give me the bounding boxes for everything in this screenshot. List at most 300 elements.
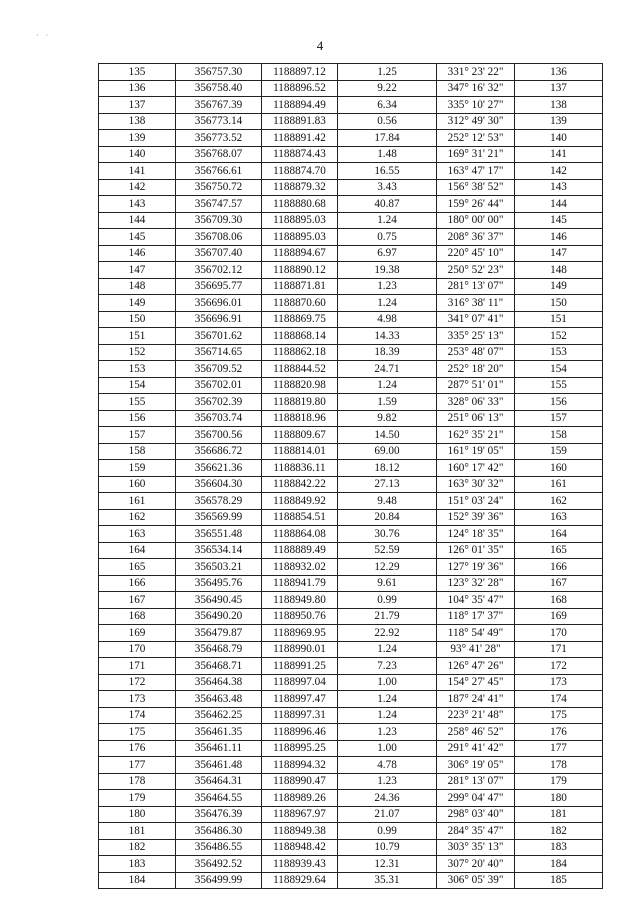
y-coordinate-cell: 1188948.42 (262, 839, 338, 856)
table-row (99, 311, 603, 328)
table-row (99, 872, 603, 889)
point-to-cell: 147 (515, 245, 603, 262)
point-to-cell: 160 (515, 460, 603, 477)
bearing-cell: 281° 13' 07" (437, 773, 515, 790)
y-coordinate-cell: 1188896.52 (262, 80, 338, 97)
point-from-cell: 136 (99, 80, 176, 97)
bearing-cell: 306° 19' 05" (437, 757, 515, 774)
x-coordinate-cell: 356708.06 (176, 229, 262, 246)
bearing-cell: 347° 16' 32" (437, 80, 515, 97)
distance-cell: 9.22 (338, 80, 437, 97)
bearing-cell: 123° 32' 28" (437, 575, 515, 592)
point-to-cell: 149 (515, 278, 603, 295)
table-row (99, 64, 603, 81)
distance-cell: 12.31 (338, 856, 437, 873)
x-coordinate-cell: 356757.30 (176, 64, 262, 81)
table-row (99, 509, 603, 526)
point-to-cell: 179 (515, 773, 603, 790)
bearing-cell: 126° 01' 35" (437, 542, 515, 559)
point-from-cell: 146 (99, 245, 176, 262)
x-coordinate-cell: 356468.71 (176, 658, 262, 675)
point-from-cell: 175 (99, 724, 176, 741)
distance-cell: 1.24 (338, 212, 437, 229)
table-row (99, 641, 603, 658)
distance-cell: 30.76 (338, 526, 437, 543)
point-from-cell: 142 (99, 179, 176, 196)
table-row (99, 295, 603, 312)
x-coordinate-cell: 356700.56 (176, 427, 262, 444)
y-coordinate-cell: 1188819.80 (262, 394, 338, 411)
distance-cell: 16.55 (338, 163, 437, 180)
bearing-cell: 316° 38' 11" (437, 295, 515, 312)
point-from-cell: 174 (99, 707, 176, 724)
point-from-cell: 166 (99, 575, 176, 592)
table-row (99, 790, 603, 807)
x-coordinate-cell: 356486.30 (176, 823, 262, 840)
distance-cell: 1.25 (338, 64, 437, 81)
point-to-cell: 182 (515, 823, 603, 840)
point-to-cell: 144 (515, 196, 603, 213)
distance-cell: 3.43 (338, 179, 437, 196)
distance-cell: 0.75 (338, 229, 437, 246)
y-coordinate-cell: 1188879.32 (262, 179, 338, 196)
x-coordinate-cell: 356461.35 (176, 724, 262, 741)
point-to-cell: 181 (515, 806, 603, 823)
x-coordinate-cell: 356621.36 (176, 460, 262, 477)
bearing-cell: 252° 12' 53" (437, 130, 515, 147)
distance-cell: 19.38 (338, 262, 437, 279)
y-coordinate-cell: 1188995.25 (262, 740, 338, 757)
y-coordinate-cell: 1188939.43 (262, 856, 338, 873)
y-coordinate-cell: 1188949.80 (262, 592, 338, 609)
y-coordinate-cell: 1188889.49 (262, 542, 338, 559)
point-to-cell: 185 (515, 872, 603, 889)
distance-cell: 9.82 (338, 410, 437, 427)
point-to-cell: 155 (515, 377, 603, 394)
bearing-cell: 341° 07' 41" (437, 311, 515, 328)
point-from-cell: 180 (99, 806, 176, 823)
point-to-cell: 168 (515, 592, 603, 609)
table-row (99, 344, 603, 361)
table-row (99, 674, 603, 691)
table-row (99, 262, 603, 279)
point-from-cell: 162 (99, 509, 176, 526)
y-coordinate-cell: 1188989.26 (262, 790, 338, 807)
distance-cell: 21.07 (338, 806, 437, 823)
table-row (99, 559, 603, 576)
y-coordinate-cell: 1188894.49 (262, 97, 338, 114)
distance-cell: 4.98 (338, 311, 437, 328)
distance-cell: 1.23 (338, 773, 437, 790)
distance-cell: 18.39 (338, 344, 437, 361)
distance-cell: 9.48 (338, 493, 437, 510)
table-row (99, 278, 603, 295)
table-row (99, 113, 603, 130)
distance-cell: 6.97 (338, 245, 437, 262)
x-coordinate-cell: 356462.25 (176, 707, 262, 724)
bearing-cell: 124° 18' 35" (437, 526, 515, 543)
bearing-cell: 160° 17' 42" (437, 460, 515, 477)
x-coordinate-cell: 356696.01 (176, 295, 262, 312)
table-row (99, 542, 603, 559)
bearing-cell: 208° 36' 37" (437, 229, 515, 246)
point-to-cell: 164 (515, 526, 603, 543)
point-from-cell: 158 (99, 443, 176, 460)
distance-cell: 0.99 (338, 592, 437, 609)
y-coordinate-cell: 1188997.47 (262, 691, 338, 708)
y-coordinate-cell: 1188950.76 (262, 608, 338, 625)
point-to-cell: 175 (515, 707, 603, 724)
y-coordinate-cell: 1188871.81 (262, 278, 338, 295)
table-row (99, 394, 603, 411)
bearing-cell: 331° 23' 22" (437, 64, 515, 81)
y-coordinate-cell: 1188874.70 (262, 163, 338, 180)
point-to-cell: 153 (515, 344, 603, 361)
x-coordinate-cell: 356709.52 (176, 361, 262, 378)
x-coordinate-cell: 356701.62 (176, 328, 262, 345)
point-from-cell: 182 (99, 839, 176, 856)
table-row (99, 625, 603, 642)
y-coordinate-cell: 1188990.47 (262, 773, 338, 790)
point-to-cell: 156 (515, 394, 603, 411)
point-from-cell: 170 (99, 641, 176, 658)
distance-cell: 1.23 (338, 724, 437, 741)
y-coordinate-cell: 1188941.79 (262, 575, 338, 592)
distance-cell: 52.59 (338, 542, 437, 559)
x-coordinate-cell: 356702.12 (176, 262, 262, 279)
y-coordinate-cell: 1188854.51 (262, 509, 338, 526)
bearing-cell: 104° 35' 47" (437, 592, 515, 609)
y-coordinate-cell: 1188820.98 (262, 377, 338, 394)
x-coordinate-cell: 356767.39 (176, 97, 262, 114)
distance-cell: 6.34 (338, 97, 437, 114)
bearing-cell: 127° 19' 36" (437, 559, 515, 576)
x-coordinate-cell: 356758.40 (176, 80, 262, 97)
coordinates-table-body (99, 64, 603, 889)
coordinates-table (98, 63, 603, 889)
table-row (99, 839, 603, 856)
bearing-cell: 180° 00' 00" (437, 212, 515, 229)
y-coordinate-cell: 1188996.46 (262, 724, 338, 741)
bearing-cell: 250° 52' 23" (437, 262, 515, 279)
point-from-cell: 144 (99, 212, 176, 229)
point-to-cell: 167 (515, 575, 603, 592)
point-from-cell: 183 (99, 856, 176, 873)
point-to-cell: 139 (515, 113, 603, 130)
table-row (99, 443, 603, 460)
point-to-cell: 178 (515, 757, 603, 774)
distance-cell: 10.79 (338, 839, 437, 856)
x-coordinate-cell: 356709.30 (176, 212, 262, 229)
bearing-cell: 154° 27' 45" (437, 674, 515, 691)
table-row (99, 460, 603, 477)
bearing-cell: 284° 35' 47" (437, 823, 515, 840)
x-coordinate-cell: 356707.40 (176, 245, 262, 262)
point-from-cell: 171 (99, 658, 176, 675)
table-row (99, 608, 603, 625)
x-coordinate-cell: 356773.14 (176, 113, 262, 130)
bearing-cell: 163° 47' 17" (437, 163, 515, 180)
distance-cell: 9.61 (338, 575, 437, 592)
point-to-cell: 177 (515, 740, 603, 757)
point-from-cell: 150 (99, 311, 176, 328)
y-coordinate-cell: 1188890.12 (262, 262, 338, 279)
point-from-cell: 145 (99, 229, 176, 246)
y-coordinate-cell: 1188969.95 (262, 625, 338, 642)
distance-cell: 27.13 (338, 476, 437, 493)
point-from-cell: 160 (99, 476, 176, 493)
table-row (99, 97, 603, 114)
bearing-cell: 287° 51' 01" (437, 377, 515, 394)
point-from-cell: 152 (99, 344, 176, 361)
y-coordinate-cell: 1188891.42 (262, 130, 338, 147)
table-row (99, 740, 603, 757)
bearing-cell: 312° 49' 30" (437, 113, 515, 130)
x-coordinate-cell: 356495.76 (176, 575, 262, 592)
bearing-cell: 298° 03' 40" (437, 806, 515, 823)
point-from-cell: 137 (99, 97, 176, 114)
page-number: 4 (316, 38, 324, 53)
x-coordinate-cell: 356463.48 (176, 691, 262, 708)
x-coordinate-cell: 356766.61 (176, 163, 262, 180)
point-from-cell: 149 (99, 295, 176, 312)
x-coordinate-cell: 356747.57 (176, 196, 262, 213)
y-coordinate-cell: 1188869.75 (262, 311, 338, 328)
bearing-cell: 223° 21' 48" (437, 707, 515, 724)
table-row (99, 658, 603, 675)
y-coordinate-cell: 1188967.97 (262, 806, 338, 823)
point-from-cell: 176 (99, 740, 176, 757)
point-from-cell: 167 (99, 592, 176, 609)
table-row (99, 427, 603, 444)
x-coordinate-cell: 356703.74 (176, 410, 262, 427)
point-to-cell: 142 (515, 163, 603, 180)
y-coordinate-cell: 1188836.11 (262, 460, 338, 477)
bearing-cell: 220° 45' 10" (437, 245, 515, 262)
table-row (99, 196, 603, 213)
y-coordinate-cell: 1188929.64 (262, 872, 338, 889)
point-from-cell: 155 (99, 394, 176, 411)
y-coordinate-cell: 1188990.01 (262, 641, 338, 658)
distance-cell: 14.50 (338, 427, 437, 444)
point-from-cell: 177 (99, 757, 176, 774)
point-from-cell: 178 (99, 773, 176, 790)
point-to-cell: 169 (515, 608, 603, 625)
bearing-cell: 152° 39' 36" (437, 509, 515, 526)
y-coordinate-cell: 1188895.03 (262, 229, 338, 246)
point-to-cell: 137 (515, 80, 603, 97)
bearing-cell: 291° 41' 42" (437, 740, 515, 757)
x-coordinate-cell: 356464.38 (176, 674, 262, 691)
y-coordinate-cell: 1188932.02 (262, 559, 338, 576)
bearing-cell: 118° 17' 37" (437, 608, 515, 625)
point-from-cell: 172 (99, 674, 176, 691)
bearing-cell: 162° 35' 21" (437, 427, 515, 444)
distance-cell: 4.78 (338, 757, 437, 774)
bearing-cell: 159° 26' 44" (437, 196, 515, 213)
y-coordinate-cell: 1188891.83 (262, 113, 338, 130)
distance-cell: 40.87 (338, 196, 437, 213)
distance-cell: 21.79 (338, 608, 437, 625)
y-coordinate-cell: 1188818.96 (262, 410, 338, 427)
point-from-cell: 139 (99, 130, 176, 147)
distance-cell: 1.59 (338, 394, 437, 411)
distance-cell: 22.92 (338, 625, 437, 642)
point-to-cell: 152 (515, 328, 603, 345)
table-row (99, 773, 603, 790)
y-coordinate-cell: 1188894.67 (262, 245, 338, 262)
x-coordinate-cell: 356499.99 (176, 872, 262, 889)
point-to-cell: 166 (515, 559, 603, 576)
distance-cell: 1.24 (338, 295, 437, 312)
point-from-cell: 164 (99, 542, 176, 559)
point-to-cell: 138 (515, 97, 603, 114)
table-row (99, 526, 603, 543)
x-coordinate-cell: 356551.48 (176, 526, 262, 543)
table-row (99, 575, 603, 592)
y-coordinate-cell: 1188897.12 (262, 64, 338, 81)
bearing-cell: 156° 38' 52" (437, 179, 515, 196)
bearing-cell: 258° 46' 52" (437, 724, 515, 741)
distance-cell: 14.33 (338, 328, 437, 345)
x-coordinate-cell: 356702.01 (176, 377, 262, 394)
distance-cell: 18.12 (338, 460, 437, 477)
bearing-cell: 281° 13' 07" (437, 278, 515, 295)
distance-cell: 1.24 (338, 691, 437, 708)
y-coordinate-cell: 1188864.08 (262, 526, 338, 543)
point-from-cell: 161 (99, 493, 176, 510)
bearing-cell: 335° 10' 27" (437, 97, 515, 114)
table-row (99, 212, 603, 229)
point-from-cell: 138 (99, 113, 176, 130)
point-from-cell: 159 (99, 460, 176, 477)
bearing-cell: 118° 54' 49" (437, 625, 515, 642)
table-row (99, 476, 603, 493)
bearing-cell: 126° 47' 26" (437, 658, 515, 675)
bearing-cell: 151° 03' 24" (437, 493, 515, 510)
table-row (99, 691, 603, 708)
point-to-cell: 162 (515, 493, 603, 510)
point-to-cell: 173 (515, 674, 603, 691)
distance-cell: 0.99 (338, 823, 437, 840)
x-coordinate-cell: 356468.79 (176, 641, 262, 658)
table-row (99, 146, 603, 163)
y-coordinate-cell: 1188997.31 (262, 707, 338, 724)
table-row (99, 163, 603, 180)
distance-cell: 1.24 (338, 707, 437, 724)
x-coordinate-cell: 356464.55 (176, 790, 262, 807)
x-coordinate-cell: 356476.39 (176, 806, 262, 823)
y-coordinate-cell: 1188814.01 (262, 443, 338, 460)
y-coordinate-cell: 1188842.22 (262, 476, 338, 493)
point-to-cell: 148 (515, 262, 603, 279)
x-coordinate-cell: 356695.77 (176, 278, 262, 295)
x-coordinate-cell: 356578.29 (176, 493, 262, 510)
y-coordinate-cell: 1188809.67 (262, 427, 338, 444)
point-from-cell: 148 (99, 278, 176, 295)
point-to-cell: 165 (515, 542, 603, 559)
point-to-cell: 150 (515, 295, 603, 312)
bearing-cell: 163° 30' 32" (437, 476, 515, 493)
point-to-cell: 174 (515, 691, 603, 708)
x-coordinate-cell: 356702.39 (176, 394, 262, 411)
bearing-cell: 187° 24' 41" (437, 691, 515, 708)
point-from-cell: 151 (99, 328, 176, 345)
point-to-cell: 146 (515, 229, 603, 246)
y-coordinate-cell: 1188949.38 (262, 823, 338, 840)
table-row (99, 806, 603, 823)
table-row (99, 410, 603, 427)
table-row (99, 707, 603, 724)
point-from-cell: 143 (99, 196, 176, 213)
point-to-cell: 159 (515, 443, 603, 460)
bearing-cell: 169° 31' 21" (437, 146, 515, 163)
point-to-cell: 183 (515, 839, 603, 856)
distance-cell: 1.00 (338, 740, 437, 757)
bearing-cell: 93° 41' 28" (437, 641, 515, 658)
distance-cell: 1.00 (338, 674, 437, 691)
x-coordinate-cell: 356461.48 (176, 757, 262, 774)
table-row (99, 377, 603, 394)
bearing-cell: 161° 19' 05" (437, 443, 515, 460)
table-row (99, 493, 603, 510)
y-coordinate-cell: 1188874.43 (262, 146, 338, 163)
point-from-cell: 173 (99, 691, 176, 708)
distance-cell: 20.84 (338, 509, 437, 526)
table-row (99, 245, 603, 262)
x-coordinate-cell: 356461.11 (176, 740, 262, 757)
table-row (99, 229, 603, 246)
y-coordinate-cell: 1188870.60 (262, 295, 338, 312)
bearing-cell: 253° 48' 07" (437, 344, 515, 361)
bearing-cell: 252° 18' 20" (437, 361, 515, 378)
table-row (99, 328, 603, 345)
point-to-cell: 163 (515, 509, 603, 526)
distance-cell: 1.24 (338, 641, 437, 658)
point-from-cell: 157 (99, 427, 176, 444)
table-row (99, 856, 603, 873)
distance-cell: 35.31 (338, 872, 437, 889)
y-coordinate-cell: 1188868.14 (262, 328, 338, 345)
point-to-cell: 154 (515, 361, 603, 378)
y-coordinate-cell: 1188991.25 (262, 658, 338, 675)
point-to-cell: 171 (515, 641, 603, 658)
point-to-cell: 143 (515, 179, 603, 196)
distance-cell: 69.00 (338, 443, 437, 460)
point-to-cell: 151 (515, 311, 603, 328)
point-from-cell: 140 (99, 146, 176, 163)
table-row (99, 361, 603, 378)
x-coordinate-cell: 356696.91 (176, 311, 262, 328)
distance-cell: 1.48 (338, 146, 437, 163)
bearing-cell: 307° 20' 40" (437, 856, 515, 873)
point-from-cell: 147 (99, 262, 176, 279)
x-coordinate-cell: 356464.31 (176, 773, 262, 790)
y-coordinate-cell: 1188895.03 (262, 212, 338, 229)
point-from-cell: 141 (99, 163, 176, 180)
point-from-cell: 168 (99, 608, 176, 625)
table-row (99, 592, 603, 609)
x-coordinate-cell: 356486.55 (176, 839, 262, 856)
y-coordinate-cell: 1188997.04 (262, 674, 338, 691)
table-row (99, 724, 603, 741)
bearing-cell: 335° 25' 13" (437, 328, 515, 345)
table-row (99, 757, 603, 774)
point-to-cell: 136 (515, 64, 603, 81)
bearing-cell: 299° 04' 47" (437, 790, 515, 807)
y-coordinate-cell: 1188849.92 (262, 493, 338, 510)
point-from-cell: 153 (99, 361, 176, 378)
